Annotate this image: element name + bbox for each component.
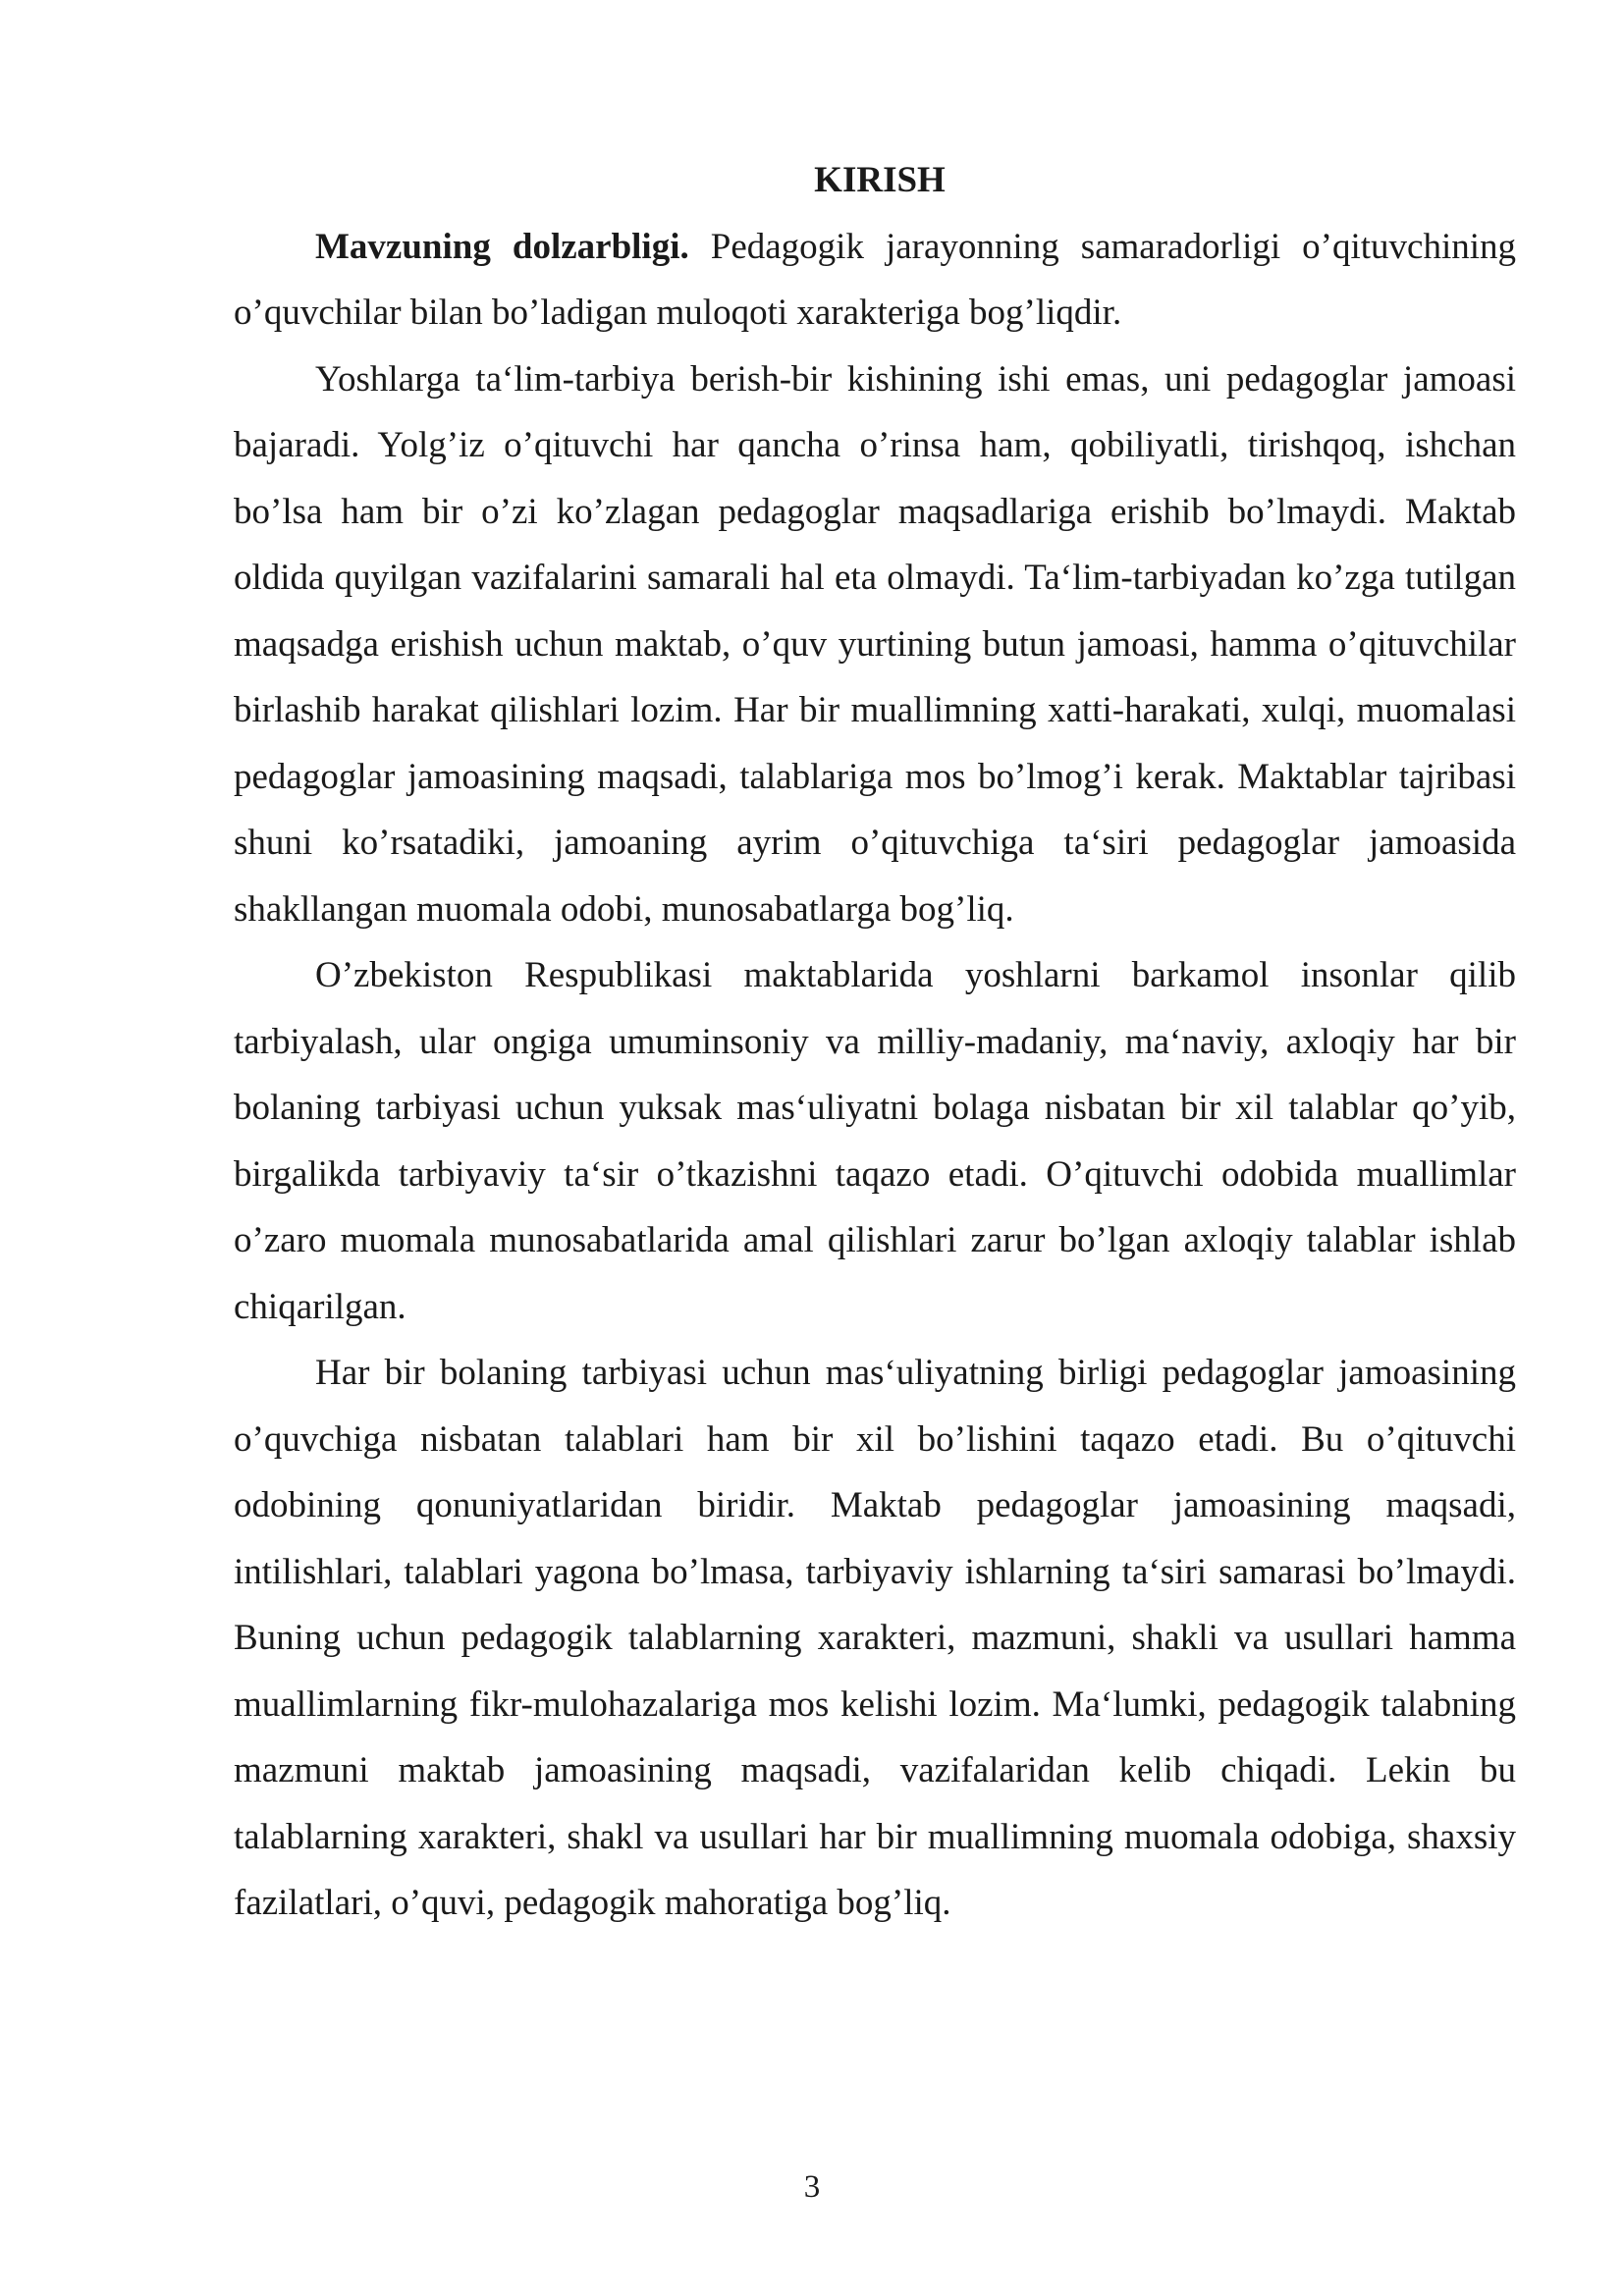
paragraph-lead: Mavzuning dolzarbligi. [315, 226, 689, 267]
page-body [234, 147, 1516, 1937]
paragraph-text: Har bir bolaning tarbiyasi uchun mas‘uliyatning birligi pedagoglar jamoasining o’quvchiga nisbatan talablari ham bir xil bo’lishini taqazo etadi. Bu o’qituvchi odobining qonuniyatlaridan biridir. Maktab pedagoglar jamoasining maqsadi, intilishlari, talablari yagona bo’lmasa, tarbiyaviy ishlarning ta‘siri samarasi bo’lmaydi. Buning uchun pedagogik talablarning xarakteri, mazmuni, shakli va usullari hamma muallimlarning fikr-mulohazalariga mos kelishi lozim. Ma‘lumki, pedagogik talabning mazmuni maktab jamoasining maqsadi, vazifalaridan kelib chiqadi. Lekin bu talablarning xarakteri, shakl va usullari har bir muallimning muomala odobiga, shaxsiy fazilatlari, o’quvi, pedagogik mahoratiga bog’liq. [234, 1353, 1516, 1923]
paragraph-text: O’zbekiston Respublikasi maktablarida yoshlarni barkamol insonlar qilib tarbiyalash, ular ongiga umuminsoniy va milliy-madaniy, ma‘naviy, axloqiy har bir bolaning tarbiyasi uchun yuksak mas‘uliyatni bolaga nisbatan bir xil talablar qo’yib, birgalikda tarbiyaviy ta‘sir o’tkazishni taqazo etadi. O’qituvchi odobida muallimlar o’zaro muomala munosabatlarida amal qilishlari zarur bo’lgan axloqiy talablar ishlab chiqarilgan. [234, 955, 1516, 1327]
section-heading: KIRISH [814, 160, 946, 200]
paragraph [234, 347, 1516, 943]
paragraph-text: Yoshlarga ta‘lim-tarbiya berish-bir kishining ishi emas, uni pedagoglar jamoasi bajaradi. Yolg’iz o’qituvchi har qancha o’rinsa ham, qobiliyatli, tirishqoq, ishchan bo’lsa ham bir o’zi ko’zlagan pedagoglar maqsadlariga erishib bo’lmaydi. Maktab oldida quyilgan vazifalarini samarali hal eta olmaydi. Ta‘lim-tarbiyadan ko’zga tutilgan maqsadga erishish uchun maktab, o’quv yurtining butun jamoasi, hamma o’qituvchilar birlashib harakat qilishlari lozim. Har bir muallimning xatti-harakati, xulqi, muomalasi pedagoglar jamoasining maqsadi, talablariga mos bo’lmog’i kerak. Maktablar tajribasi shuni ko’rsatadiki, jamoaning ayrim o’qituvchiga ta‘siri pedagoglar jamoasida shakllangan muomala odobi, munosabatlarga bog’liq. [234, 358, 1516, 930]
paragraph-relevance [234, 214, 1516, 347]
paragraph [234, 1340, 1516, 1937]
page-number: 3 [803, 2169, 821, 2205]
paragraph-text: Pedagogik jarayonning samaradorligi o’qituvchining o’quvchilar bilan bo’ladigan muloqoti xarakteriga bog’liqdir. [234, 226, 1517, 333]
paragraph [234, 942, 1516, 1340]
